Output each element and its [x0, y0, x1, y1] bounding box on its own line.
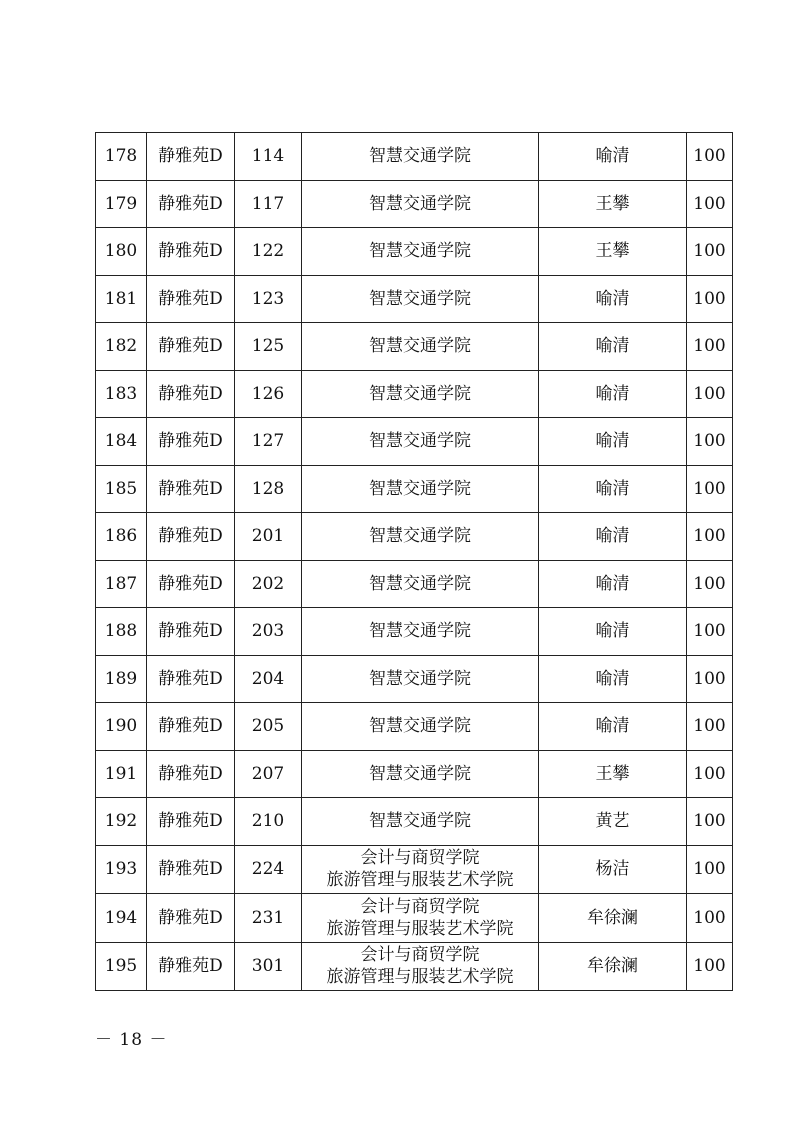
college-name: 智慧交通学院 [369, 146, 471, 167]
room-cell: 201 [235, 513, 302, 561]
table-row [96, 560, 733, 608]
college-name: 智慧交通学院 [369, 763, 471, 784]
college-cell [302, 608, 539, 656]
table-row [96, 513, 733, 561]
building-cell: 静雅苑D [147, 798, 235, 846]
college-cell [302, 942, 539, 991]
room-cell: 202 [235, 560, 302, 608]
college-name: 智慧交通学院 [369, 573, 471, 594]
room-cell: 231 [235, 894, 302, 943]
row-number-cell: 179 [96, 180, 147, 228]
room-cell: 125 [235, 323, 302, 371]
row-number-cell: 195 [96, 942, 147, 991]
inspector-cell: 杨洁 [539, 845, 687, 894]
inspector-cell: 王攀 [539, 228, 687, 276]
room-cell: 122 [235, 228, 302, 276]
building-cell: 静雅苑D [147, 180, 235, 228]
row-number-cell: 193 [96, 845, 147, 894]
inspector-cell: 喻清 [539, 560, 687, 608]
row-number-cell: 181 [96, 275, 147, 323]
score-cell: 100 [687, 370, 733, 418]
building-cell: 静雅苑D [147, 703, 235, 751]
table-row [96, 655, 733, 703]
score-cell: 100 [687, 275, 733, 323]
score-cell: 100 [687, 418, 733, 466]
college-cell [302, 275, 539, 323]
table-row [96, 133, 733, 181]
score-cell: 100 [687, 180, 733, 228]
table-row [96, 894, 733, 943]
college-name: 智慧交通学院 [369, 193, 471, 214]
row-number-cell: 182 [96, 323, 147, 371]
room-cell: 204 [235, 655, 302, 703]
score-cell: 100 [687, 133, 733, 181]
table-row [96, 465, 733, 513]
inspector-cell: 喻清 [539, 275, 687, 323]
college-name: 旅游管理与服装艺术学院 [326, 870, 514, 891]
college-cell [302, 894, 539, 943]
row-number-cell: 184 [96, 418, 147, 466]
college-name: 智慧交通学院 [369, 668, 471, 689]
inspector-cell: 喻清 [539, 703, 687, 751]
building-cell: 静雅苑D [147, 608, 235, 656]
college-cell [302, 133, 539, 181]
row-number-cell: 188 [96, 608, 147, 656]
inspector-cell: 喻清 [539, 513, 687, 561]
college-cell [302, 513, 539, 561]
room-cell: 205 [235, 703, 302, 751]
table-row [96, 228, 733, 276]
table-row [96, 370, 733, 418]
college-cell [302, 750, 539, 798]
row-number-cell: 194 [96, 894, 147, 943]
row-number-cell: 186 [96, 513, 147, 561]
inspector-cell: 王攀 [539, 180, 687, 228]
table-row [96, 180, 733, 228]
inspector-cell: 王攀 [539, 750, 687, 798]
inspector-cell: 牟徐澜 [539, 942, 687, 991]
college-cell [302, 180, 539, 228]
row-number-cell: 191 [96, 750, 147, 798]
inspector-cell: 喻清 [539, 655, 687, 703]
inspector-cell: 牟徐澜 [539, 894, 687, 943]
room-cell: 301 [235, 942, 302, 991]
table-row [96, 703, 733, 751]
college-cell [302, 465, 539, 513]
college-cell [302, 845, 539, 894]
building-cell: 静雅苑D [147, 275, 235, 323]
score-cell: 100 [687, 323, 733, 371]
score-cell: 100 [687, 560, 733, 608]
row-number-cell: 189 [96, 655, 147, 703]
building-cell: 静雅苑D [147, 370, 235, 418]
inspection-table [95, 132, 733, 991]
score-cell: 100 [687, 608, 733, 656]
score-cell: 100 [687, 845, 733, 894]
room-cell: 207 [235, 750, 302, 798]
college-name: 智慧交通学院 [369, 431, 471, 452]
inspector-cell: 喻清 [539, 133, 687, 181]
building-cell: 静雅苑D [147, 228, 235, 276]
building-cell: 静雅苑D [147, 560, 235, 608]
room-cell: 127 [235, 418, 302, 466]
row-number-cell: 185 [96, 465, 147, 513]
room-cell: 114 [235, 133, 302, 181]
college-name: 智慧交通学院 [369, 478, 471, 499]
inspector-cell: 喻清 [539, 418, 687, 466]
college-name: 旅游管理与服装艺术学院 [326, 918, 514, 939]
room-cell: 117 [235, 180, 302, 228]
score-cell: 100 [687, 750, 733, 798]
college-name: 会计与商贸学院 [360, 945, 480, 966]
building-cell: 静雅苑D [147, 133, 235, 181]
row-number-cell: 187 [96, 560, 147, 608]
row-number-cell: 183 [96, 370, 147, 418]
college-cell [302, 418, 539, 466]
building-cell: 静雅苑D [147, 894, 235, 943]
score-cell: 100 [687, 942, 733, 991]
college-name: 智慧交通学院 [369, 241, 471, 262]
college-name: 旅游管理与服装艺术学院 [326, 967, 514, 988]
college-name: 会计与商贸学院 [360, 848, 480, 869]
college-cell [302, 655, 539, 703]
inspector-cell: 喻清 [539, 323, 687, 371]
college-cell [302, 228, 539, 276]
inspector-cell: 喻清 [539, 370, 687, 418]
college-name: 智慧交通学院 [369, 383, 471, 404]
row-number-cell: 180 [96, 228, 147, 276]
table-body [96, 133, 733, 991]
score-cell: 100 [687, 655, 733, 703]
college-name: 智慧交通学院 [369, 621, 471, 642]
college-name: 智慧交通学院 [369, 288, 471, 309]
building-cell: 静雅苑D [147, 942, 235, 991]
inspector-cell: 喻清 [539, 465, 687, 513]
table-row [96, 323, 733, 371]
building-cell: 静雅苑D [147, 418, 235, 466]
table-row [96, 275, 733, 323]
row-number-cell: 190 [96, 703, 147, 751]
college-name: 会计与商贸学院 [360, 896, 480, 917]
score-cell: 100 [687, 703, 733, 751]
table-row [96, 418, 733, 466]
college-name: 智慧交通学院 [369, 716, 471, 737]
building-cell: 静雅苑D [147, 750, 235, 798]
college-cell [302, 703, 539, 751]
table-row [96, 750, 733, 798]
score-cell: 100 [687, 894, 733, 943]
room-cell: 203 [235, 608, 302, 656]
table-row [96, 942, 733, 991]
room-cell: 210 [235, 798, 302, 846]
score-cell: 100 [687, 513, 733, 561]
room-cell: 128 [235, 465, 302, 513]
college-name: 智慧交通学院 [369, 336, 471, 357]
room-cell: 126 [235, 370, 302, 418]
table-row [96, 798, 733, 846]
building-cell: 静雅苑D [147, 655, 235, 703]
inspector-cell: 黄艺 [539, 798, 687, 846]
college-name: 智慧交通学院 [369, 526, 471, 547]
score-cell: 100 [687, 465, 733, 513]
building-cell: 静雅苑D [147, 323, 235, 371]
row-number-cell: 178 [96, 133, 147, 181]
college-cell [302, 560, 539, 608]
page-number: － 18 － [95, 1030, 168, 1050]
college-cell [302, 370, 539, 418]
building-cell: 静雅苑D [147, 513, 235, 561]
row-number-cell: 192 [96, 798, 147, 846]
table-row [96, 845, 733, 894]
college-cell [302, 323, 539, 371]
college-cell [302, 798, 539, 846]
score-cell: 100 [687, 798, 733, 846]
inspector-cell: 喻清 [539, 608, 687, 656]
building-cell: 静雅苑D [147, 845, 235, 894]
building-cell: 静雅苑D [147, 465, 235, 513]
room-cell: 224 [235, 845, 302, 894]
score-cell: 100 [687, 228, 733, 276]
room-cell: 123 [235, 275, 302, 323]
table-row [96, 608, 733, 656]
college-name: 智慧交通学院 [369, 811, 471, 832]
